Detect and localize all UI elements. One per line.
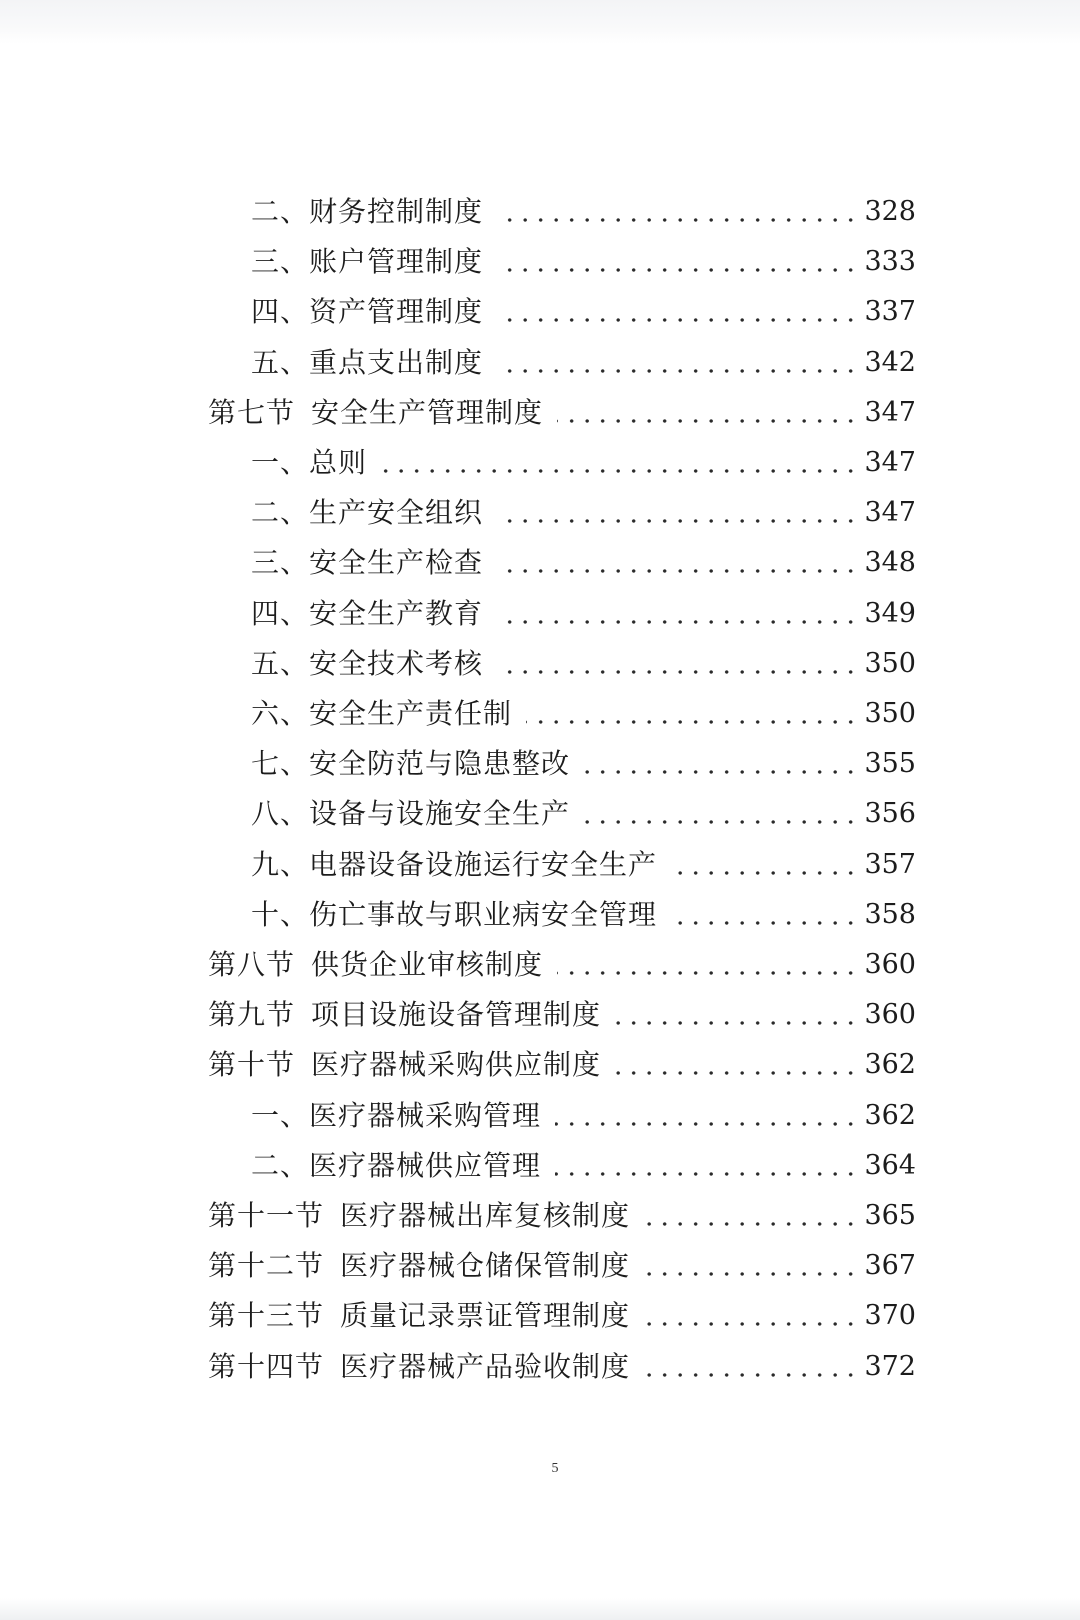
toc-item-entry[interactable] — [251, 742, 916, 786]
toc-section-title: 项目设施设备管理制度 — [311, 998, 602, 1032]
toc-item-entry[interactable] — [251, 792, 916, 836]
toc-page-number: 360 — [864, 999, 916, 1031]
toc-entry-title: 八、设备与设施安全生产 — [251, 797, 571, 831]
toc-section-title: 供货企业审核制度 — [311, 948, 544, 981]
toc-section-label: 第十节 — [208, 1048, 296, 1082]
toc-section-label: 第九节 — [208, 998, 296, 1032]
toc-entry-title — [208, 1043, 601, 1087]
toc-item-entry[interactable] — [251, 341, 916, 385]
toc-page-number: 365 — [864, 1200, 916, 1231]
toc-dot-leader — [557, 943, 858, 987]
toc-page-number: 342 — [864, 346, 916, 378]
toc-entry-title — [208, 943, 543, 987]
toc-dot-leader — [555, 1094, 858, 1138]
toc-entry-title — [208, 1244, 630, 1288]
toc-page-number: 370 — [864, 1300, 916, 1332]
toc-page-number: 360 — [864, 949, 916, 980]
toc-page-number: 362 — [864, 1049, 916, 1081]
toc-section-entry[interactable] — [208, 1345, 916, 1389]
toc-page-number: 348 — [864, 547, 916, 579]
toc-page-number: 328 — [864, 196, 916, 227]
toc-page-number: 362 — [864, 1099, 916, 1131]
toc-section-entry[interactable] — [208, 1294, 916, 1338]
toc-entry-title — [208, 1294, 630, 1338]
toc-dot-leader — [644, 1345, 858, 1389]
toc-entry-title — [208, 1194, 630, 1238]
toc-item-entry[interactable] — [251, 1144, 916, 1188]
toc-page-number: 347 — [864, 396, 916, 428]
top-edge-shadow — [0, 0, 1080, 44]
toc-entry-title: 二、生产安全组织 — [251, 496, 484, 530]
toc-page-number: 350 — [864, 698, 916, 729]
toc-dot-leader — [497, 491, 858, 535]
toc-dot-leader — [584, 792, 858, 836]
toc-entry-title: 三、安全生产检查 — [251, 546, 484, 580]
toc-dot-leader — [671, 843, 858, 887]
toc-dot-leader — [644, 1244, 858, 1288]
toc-dot-leader — [497, 592, 858, 636]
toc-entry-title: 六、安全生产责任制 — [251, 697, 513, 730]
toc-item-entry[interactable] — [251, 190, 916, 234]
toc-section-title: 医疗器械仓储保管制度 — [340, 1249, 631, 1283]
toc-entry-title: 七、安全防范与隐患整改 — [251, 747, 571, 781]
toc-dot-leader — [584, 742, 858, 786]
toc-section-label: 第十四节 — [208, 1349, 325, 1383]
toc-section-entry[interactable] — [208, 1043, 916, 1087]
toc-section-title: 质量记录票证管理制度 — [340, 1299, 631, 1333]
toc-page-number: 372 — [864, 1350, 916, 1382]
toc-page-number: 367 — [864, 1250, 916, 1282]
toc-section-entry[interactable] — [208, 1194, 916, 1238]
toc-dot-leader — [644, 1194, 858, 1238]
toc-page-number: 350 — [864, 647, 916, 679]
toc-section-entry[interactable] — [208, 1244, 916, 1288]
toc-section-entry[interactable] — [208, 943, 916, 987]
toc-section-title: 医疗器械产品验收制度 — [340, 1349, 631, 1383]
toc-page-number: 364 — [864, 1149, 916, 1181]
toc-dot-leader — [497, 290, 858, 334]
toc-dot-leader — [615, 1043, 858, 1087]
toc-entry-title: 一、医疗器械采购管理 — [251, 1098, 542, 1132]
toc-entry-title: 一、总则 — [251, 446, 368, 479]
toc-section-entry[interactable] — [208, 391, 916, 435]
toc-dot-leader — [381, 441, 858, 485]
toc-section-label: 第十二节 — [208, 1249, 325, 1283]
toc-page-number: 333 — [864, 246, 916, 278]
toc-item-entry[interactable] — [251, 692, 916, 736]
toc-item-entry[interactable] — [251, 592, 916, 636]
toc-dot-leader — [497, 240, 858, 284]
toc-dot-leader — [497, 341, 858, 385]
toc-entry-title: 四、资产管理制度 — [251, 295, 484, 329]
toc-page-number: 356 — [864, 798, 916, 830]
toc-dot-leader — [497, 541, 858, 585]
bottom-edge-shadow — [0, 1598, 1080, 1620]
toc-dot-leader — [497, 642, 858, 686]
toc-item-entry[interactable] — [251, 893, 916, 937]
toc-entry-title: 九、电器设备设施运行安全生产 — [251, 847, 658, 881]
page-number: 5 — [551, 1461, 559, 1476]
toc-dot-leader — [557, 391, 858, 435]
toc-page-number: 347 — [864, 447, 916, 478]
toc-item-entry[interactable] — [251, 1094, 916, 1138]
toc-item-entry[interactable] — [251, 843, 916, 887]
toc-dot-leader — [555, 1144, 858, 1188]
toc-dot-leader — [497, 190, 858, 234]
toc-entry-title: 五、重点支出制度 — [251, 345, 484, 379]
toc-page-number: 358 — [864, 898, 916, 930]
toc-entry-title: 二、财务控制制度 — [251, 195, 484, 228]
toc-entry-title: 十、伤亡事故与职业病安全管理 — [251, 897, 658, 931]
toc-entry-title: 四、安全生产教育 — [251, 596, 484, 630]
toc-item-entry[interactable] — [251, 491, 916, 535]
toc-entry-title — [208, 391, 543, 435]
toc-entry-title: 二、医疗器械供应管理 — [251, 1148, 542, 1182]
toc-section-label: 第八节 — [208, 948, 296, 981]
toc-page-number: 349 — [864, 597, 916, 629]
toc-section-title: 医疗器械采购供应制度 — [311, 1048, 602, 1082]
toc-item-entry[interactable] — [251, 642, 916, 686]
toc-entry-title — [208, 993, 601, 1037]
toc-entry-title: 五、安全技术考核 — [251, 646, 484, 680]
toc-section-title: 医疗器械出库复核制度 — [340, 1199, 631, 1232]
toc-page-number: 337 — [864, 296, 916, 328]
toc-dot-leader — [644, 1294, 858, 1338]
toc-page-number: 357 — [864, 848, 916, 880]
toc-section-label: 第十三节 — [208, 1299, 325, 1333]
toc-item-entry[interactable] — [251, 240, 916, 284]
toc-dot-leader — [615, 993, 858, 1037]
toc-dot-leader — [671, 893, 858, 937]
toc-section-entry[interactable] — [208, 993, 916, 1037]
toc-page-number: 347 — [864, 497, 916, 529]
toc-item-entry[interactable] — [251, 541, 916, 585]
toc-entry-title — [208, 1345, 630, 1389]
toc-item-entry[interactable] — [251, 441, 916, 485]
toc-section-label: 第十一节 — [208, 1199, 325, 1232]
toc-dot-leader — [526, 692, 858, 736]
toc-section-label: 第七节 — [208, 395, 296, 429]
toc-item-entry[interactable] — [251, 290, 916, 334]
toc-page-number: 355 — [864, 748, 916, 780]
toc-section-title: 安全生产管理制度 — [311, 395, 544, 429]
toc-entry-title: 三、账户管理制度 — [251, 245, 484, 279]
